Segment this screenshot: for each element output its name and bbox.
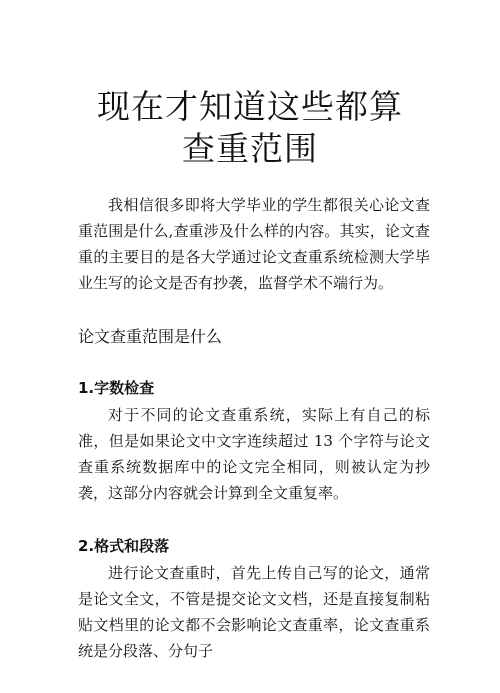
subheading-word-count-check: 1.字数检查: [78, 379, 155, 397]
intro-paragraph: 我相信很多即将大学毕业的学生都很关心论文查重范围是什么,查重涉及什么样的内容。其实，论文查重的主要目的是各大学通过论文查重系统检测大学毕业生写的论文是否有抄袭，监督学术不端行为。: [78, 196, 430, 292]
section-title: 论文查重范围是什么: [78, 327, 223, 346]
document-title-line-2: 查重范围: [182, 129, 318, 168]
document-title-line-1: 现在才知道这些都算: [97, 87, 403, 126]
paragraph-word-count-check: 对于不同的论文查重系统，实际上有自己的标准，但是如果论文中文字连续超过 13 个字符与论文查重系统数据库中的论文完全相同，则被认定为抄袭，这部分内容就会计算到全文重复率。: [78, 406, 430, 502]
paragraph-format-and-paragraphs: 进行论文查重时，首先上传自己写的论文，通常是论文全文，不管是提交论文文档，还是直接复制粘贴文档里的论文都不会影响论文查重率，论文查重系统是分段落、分句子: [78, 564, 430, 660]
subheading-format-and-paragraphs: 2.格式和段落: [78, 537, 170, 555]
